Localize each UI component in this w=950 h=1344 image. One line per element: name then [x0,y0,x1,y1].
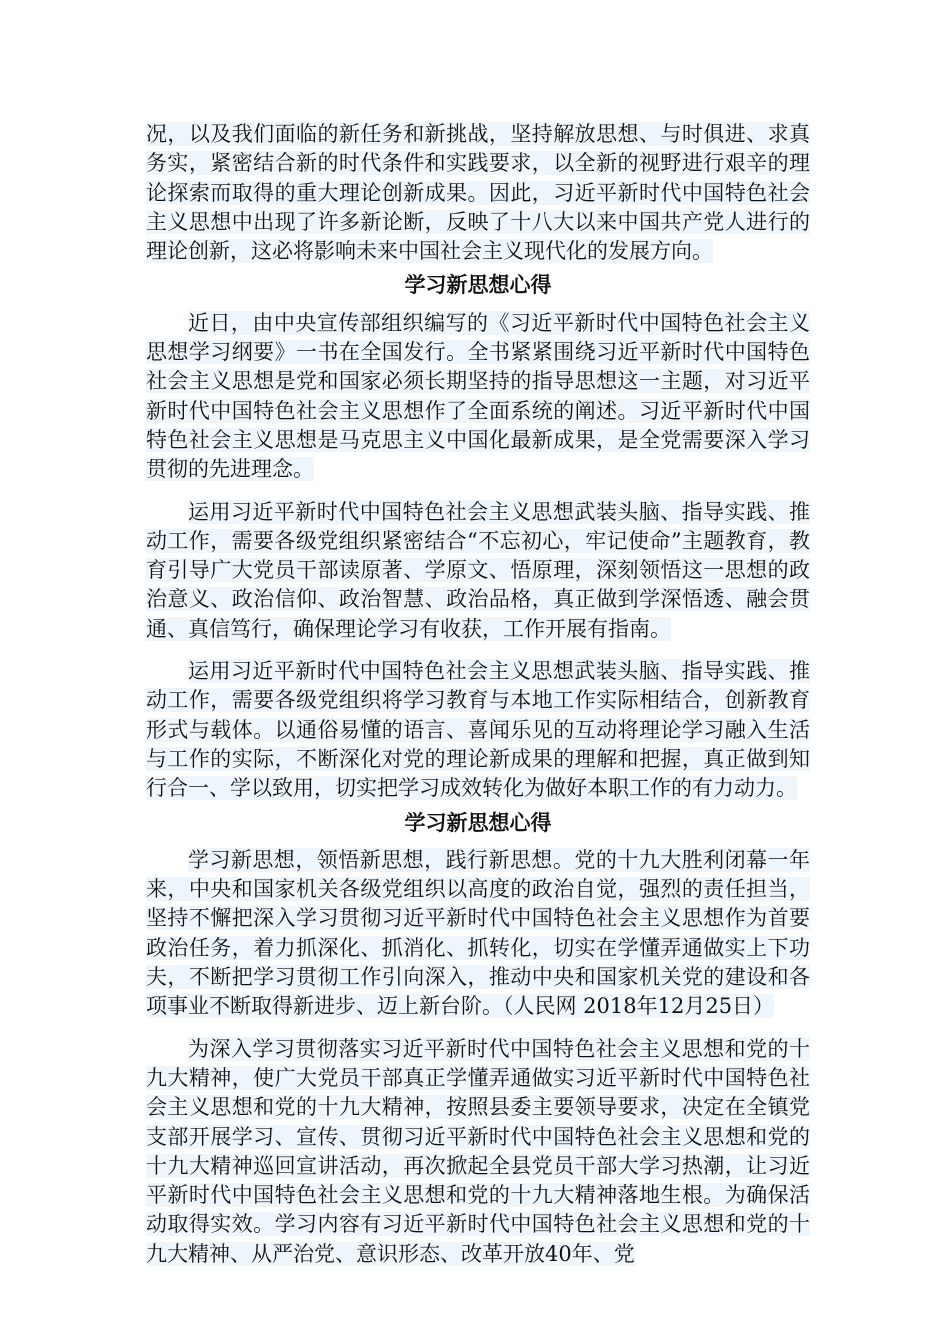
section1-paragraph-1 [146,309,810,485]
intro-text: 况，以及我们面临的新任务和新挑战，坚持解放思想、与时俱进、求真务实，紧密结合新的时代条件和实践要求，以全新的视野进行艰辛的理论探索而取得的重大理论创新成果。因此，习近平新时代中国特色社会主义思想中出现了许多新论断，反映了十八大以来中国共产党人进行的理论创新，这必将影响未来中国社会主义现代化的发展方向。 [146,122,810,264]
section1-paragraph-2 [146,498,810,644]
section1-paragraph-3 [146,657,810,803]
paragraph-text: 为深入学习贯彻落实习近平新时代中国特色社会主义思想和党的十九大精神，使广大党员干部真正学懂弄通做实习近平新时代中国特色社会主义思想和党的十九大精神，按照县委主要领导要求，决定在全镇党支部开展学习、宣传、贯彻习近平新时代中国特色社会主义思想和党的十九大精神巡回宣讲活动，再次掀起全县党员干部大学习热潮，让习近平新时代中国特色社会主义思想和党的十九大精神落地生根。为确保活动取得实效。学习内容有习近平新时代中国特色社会主义思想和党的十九大精神、从严治党、意识形态、改革开放40年、党 [146,1036,810,1266]
intro-paragraph [146,120,810,266]
paragraph-gap [146,644,810,657]
paragraph-gap [146,485,810,498]
paragraph-gap [146,1022,810,1035]
paragraph-text: 学习新思想，领悟新思想，践行新思想。党的十九大胜利闭幕一年来，中央和国家机关各级党组织以高度的政治自觉，强烈的责任担当，坚持不懈把深入学习贯彻习近平新时代中国特色社会主义思想作为首要政治任务，着力抓深化、抓消化、抓转化，切实在学懂弄通做实上下功夫，不断把学习贯彻工作引向深入，推动中央和国家机关党的建设和各项事业不断取得新进步、迈上新台阶。（人民网 2018年12月25日） [146,847,810,1019]
paragraph-text: 运用习近平新时代中国特色社会主义思想武装头脑、指导实践、推动工作，需要各级党组织紧密结合“不忘初心，牢记使命”主题教育，教育引导广大党员干部读原著、学原文、悟原理，深刻领悟这一思想的政治意义、政治信仰、政治智慧、政治品格，真正做到学深悟透、融会贯通、真信笃行，确保理论学习有收获，工作开展有指南。 [146,499,810,641]
section-heading-1: 学习新思想心得 [404,273,552,298]
paragraph-text: 近日，由中央宣传部组织编写的《习近平新时代中国特色社会主义思想学习纲要》一书在全国发行。全书紧紧围绕习近平新时代中国特色社会主义思想是党和国家必须长期坚持的指导思想这一主题，对习近平新时代中国特色社会主义思想作了全面系统的阐述。习近平新时代中国特色社会主义思想是马克思主义中国化最新成果，是全党需要深入学习贯彻的先进理念。 [146,310,810,482]
paragraph-text: 运用习近平新时代中国特色社会主义思想武装头脑、指导实践、推动工作，需要各级党组织将学习教育与本地工作实际相结合，创新教育形式与载体。以通俗易懂的语言、喜闻乐见的互动将理论学习融入生活与工作的实际，不断深化对党的理论新成果的理解和把握，真正做到知行合一、学以致用，切实把学习成效转化为做好本职工作的有力动力。 [146,659,810,801]
section2-paragraph-1 [146,846,810,1022]
section-heading-2: 学习新思想心得 [404,810,552,835]
section2-paragraph-2 [146,1035,810,1269]
document-body [146,120,810,1269]
